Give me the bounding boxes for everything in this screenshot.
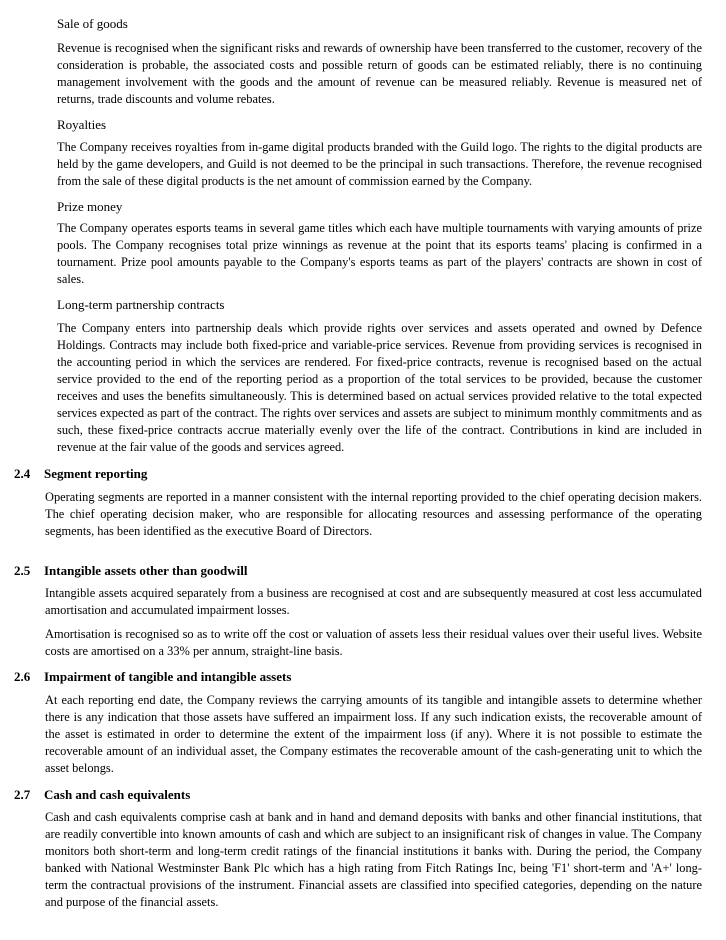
section-2-6-heading bbox=[14, 668, 291, 685]
section-number: 2.4 bbox=[14, 466, 31, 481]
section-2-6-paragraph: At each reporting end date, the Company reviews the carrying amounts of its tangible and intangible assets to determine whether there is any indication that those assets have suffered an impairment loss. If any such indication exists, the recoverable amount of the asset is estimated in order to determine the extent of the impairment loss (if any). Where it is not possible to estimate the recoverable amount of an individual asset, the Company estimates the recoverable amount of the cash-generating unit to which the asset belongs. bbox=[45, 693, 702, 775]
section-2-7-heading bbox=[14, 786, 190, 803]
royalties-paragraph: The Company receives royalties from in-game digital products branded with the Guild logo. The rights to the digital products are held by the game developers, and Guild is not deemed to be the principal in such transactions. Therefore, the revenue recognised from the sale of these digital products is the net amount of commission earned by the Company. bbox=[57, 140, 702, 188]
section-number: 2.7 bbox=[14, 787, 31, 802]
prize-money-paragraph: The Company operates esports teams in several game titles which each have multiple tournaments with varying amounts of prize pools. The Company recognises total prize winnings as revenue at the point that its esports teams' placing is confirmed in a tournament. Prize pool amounts payable to the Company's esports teams as part of the players' contracts are shown in cost of sales. bbox=[57, 221, 702, 286]
sale-of-goods-heading: Sale of goods bbox=[57, 16, 128, 31]
section-number: 2.6 bbox=[14, 669, 31, 684]
section-title: Cash and cash equivalents bbox=[44, 787, 191, 802]
section-title: Segment reporting bbox=[44, 466, 148, 481]
section-title: Intangible assets other than goodwill bbox=[44, 563, 248, 578]
partnership-heading: Long-term partnership contracts bbox=[57, 297, 225, 312]
section-2-4-heading bbox=[14, 465, 147, 482]
prize-money-heading: Prize money bbox=[57, 199, 123, 214]
section-2-5-paragraph-2: Amortisation is recognised so as to write off the cost or valuation of assets less their residual values over their useful lives. Website costs are amortised on a 33% per annum, straight-line basis. bbox=[45, 627, 702, 658]
section-2-4-paragraph: Operating segments are reported in a manner consistent with the internal reporting provided to the chief operating decision makers. The chief operating decision maker, who are responsible for allocating resources and assessing performance of the operating segments, has been identified as the executive Board of Directors. bbox=[45, 490, 702, 538]
royalties-heading: Royalties bbox=[57, 117, 107, 132]
section-2-5-paragraph-1: Intangible assets acquired separately from a business are recognised at cost and are subsequently measured at cost less accumulated amortisation and accumulated impairment losses. bbox=[45, 586, 702, 617]
section-number: 2.5 bbox=[14, 563, 31, 578]
section-title: Impairment of tangible and intangible assets bbox=[44, 669, 292, 684]
sale-of-goods-paragraph: Revenue is recognised when the significant risks and rewards of ownership have been transferred to the customer, recovery of the consideration is probable, the associated costs and possible return of goods can be estimated reliably, there is no continuing management involvement with the goods and the amount of revenue can be measured reliably. Revenue is measured net of returns, trade discounts and volume rebates. bbox=[57, 41, 702, 106]
section-2-5-heading bbox=[14, 562, 247, 579]
section-2-7-paragraph: Cash and cash equivalents comprise cash at bank and in hand and demand deposits with banks and other financial institutions, that are readily convertible into known amounts of cash and which are subject to an insignificant risk of changes in value. The Company monitors both short-term and long-term credit ratings of the financial institutions it banks with. During the period, the Company banked with National Westminster Bank Plc which has a high rating from Fitch Ratings Inc, being 'F1' short-term and 'A+' long-term the contractual provisions of the instrument. Financial assets are classified into specified categories, depending on the nature and purpose of the financial assets. bbox=[45, 810, 702, 909]
partnership-paragraph: The Company enters into partnership deals which provide rights over services and assets operated and owned by Defence Holdings. Contracts may include both fixed-price and variable-price services. Revenue from providing services is recognised in the accounting period in which the services are rendered. For fixed-price contracts, revenue is recognised based on the actual service provided to the end of the reporting period as a proportion of the total services to be provided, because the customer receives and uses the benefits simultaneously. This is determined based on actual services provided relative to the total expected services expected as part of the contract. The rights over services and assets are subject to minimum monthly commitments and as such, these fixed-price contracts accrue materially evenly over the life of the contract. Contributions in kind are included in revenue at the fair value of the goods and services agreed. bbox=[57, 321, 702, 454]
